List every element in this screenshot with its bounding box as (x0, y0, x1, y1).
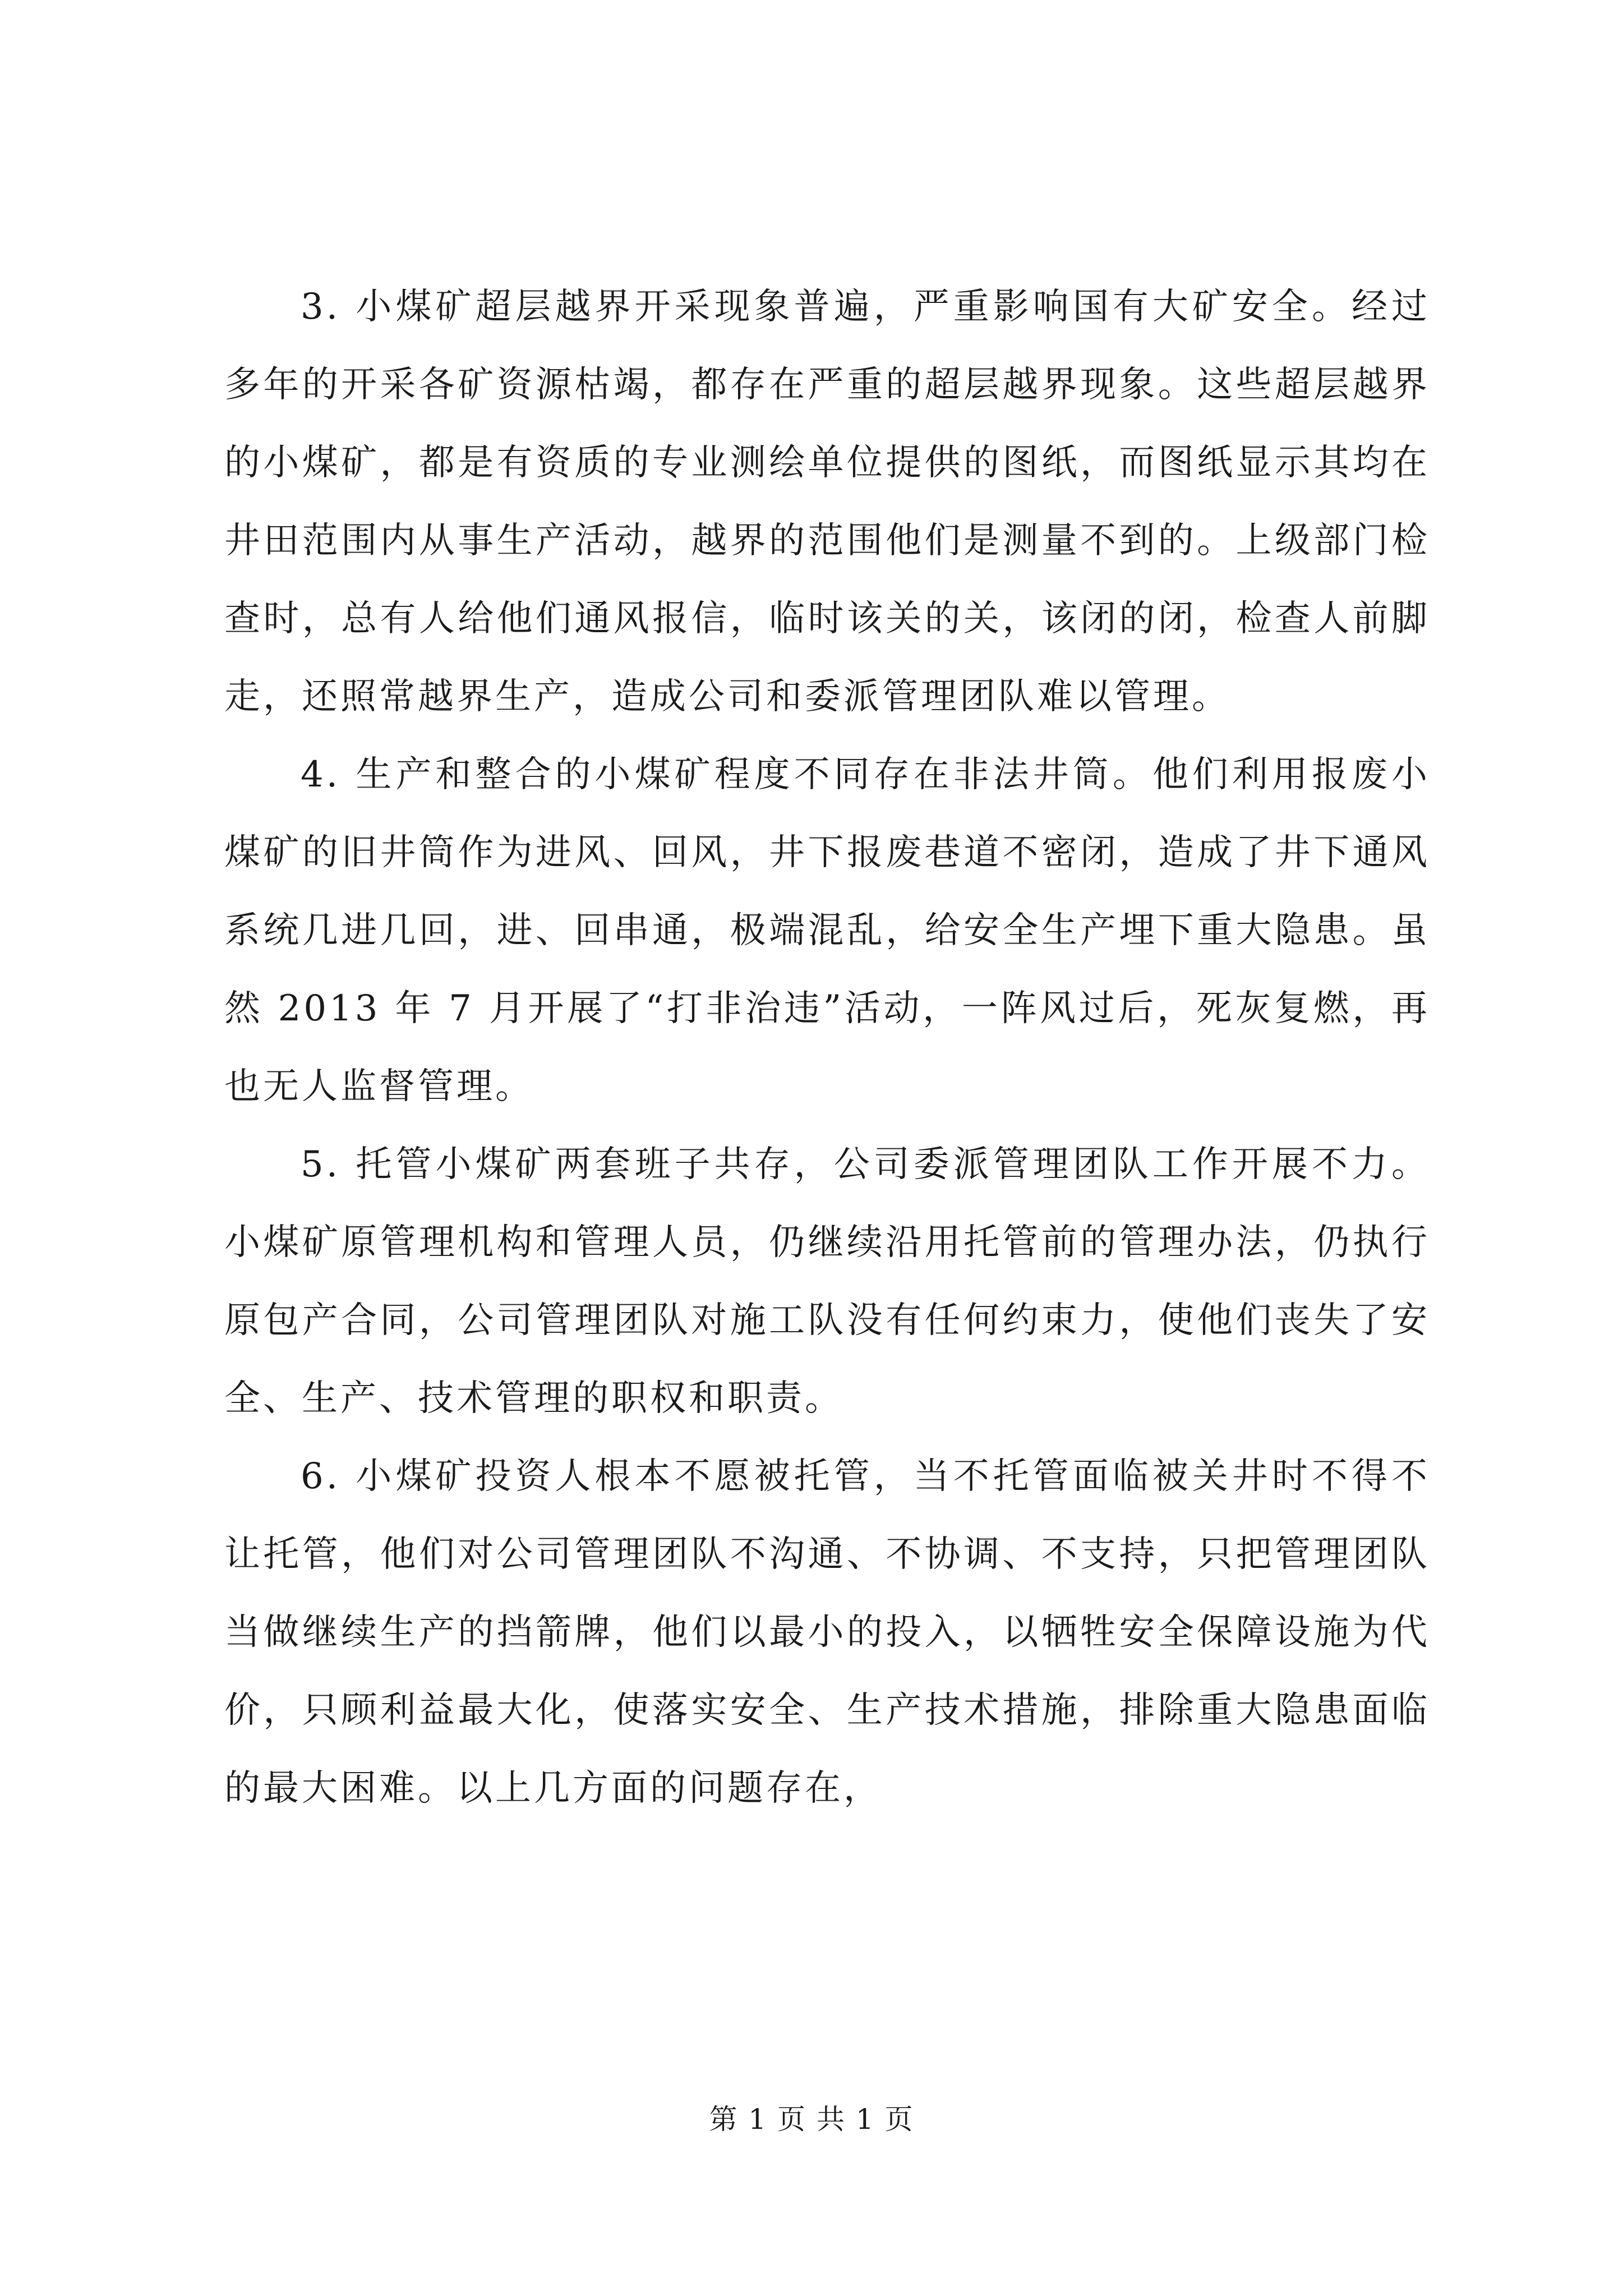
paragraph-5: 5. 托管小煤矿两套班子共存，公司委派管理团队工作开展不力。小煤矿原管理机构和管理人员，仍继续沿用托管前的管理办法，仍执行原包产合同，公司管理团队对施工队没有任何约束力，使他们丧失了安全、生产、技术管理的职权和职责。 (224, 1144, 1430, 1419)
document-body (224, 268, 1430, 1828)
paragraph-3: 3. 小煤矿超层越界开采现象普遍，严重影响国有大矿安全。经过多年的开采各矿资源枯竭，都存在严重的超层越界现象。这些超层越界的小煤矿，都是有资质的专业测绘单位提供的图纸，而图纸显示其均在井田范围内从事生产活动，越界的范围他们是测量不到的。上级部门检查时，总有人给他们通风报信，临时该关的关，该闭的闭，检查人前脚走，还照常越界生产，造成公司和委派管理团队难以管理。 (224, 286, 1430, 717)
page-number-footer: 第 1 页 共 1 页 (709, 2103, 914, 2136)
paragraph-4: 4. 生产和整合的小煤矿程度不同存在非法井筒。他们利用报废小煤矿的旧井筒作为进风、回风，井下报废巷道不密闭，造成了井下通风系统几进几回，进、回串通，极端混乱，给安全生产埋下重大隐患。虽然 2013 年 7 月开展了“打非治违”活动，一阵风过后，死灰复燃，再也无人监督管理。 (224, 754, 1430, 1107)
paragraph-6: 6. 小煤矿投资人根本不愿被托管，当不托管面临被关井时不得不让托管，他们对公司管理团队不沟通、不协调、不支持，只把管理团队当做继续生产的挡箭牌，他们以最小的投入，以牺牲安全保障设施为代价，只顾利益最大化，使落实安全、生产技术措施，排除重大隐患面临的最大困难。以上几方面的问题存在， (224, 1456, 1430, 1809)
